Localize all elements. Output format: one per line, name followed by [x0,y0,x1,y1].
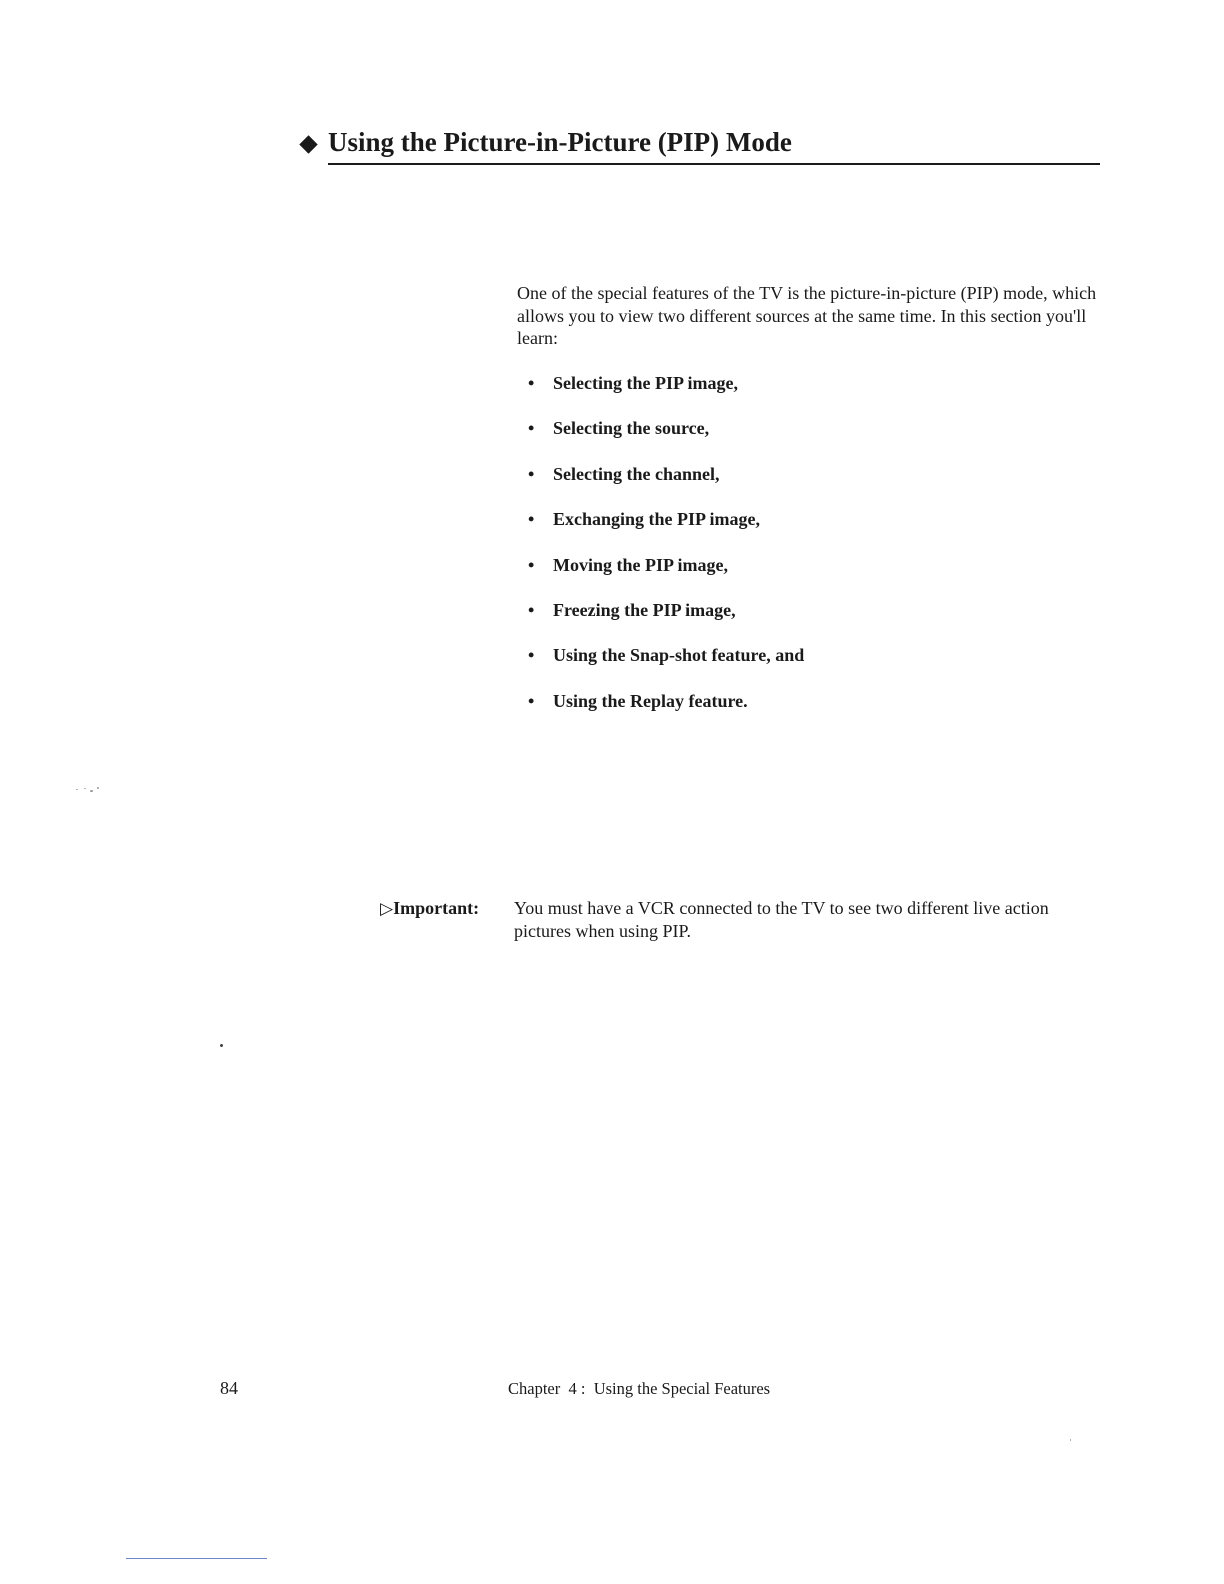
note-label-text: Important: [393,898,480,918]
scan-speck [76,789,78,790]
scan-speck [220,1044,223,1047]
list-item [517,371,1077,416]
chapter-footer: Chapter 4 : Using the Special Features [508,1379,771,1398]
topic-text: Moving the PIP image, [553,554,728,575]
topic-text: Selecting the channel, [553,463,720,484]
bullet-icon: • [528,463,535,484]
title-underline [328,163,1100,165]
list-item [517,553,1077,598]
list-item [517,416,1077,461]
bullet-icon: • [528,554,535,575]
bullet-icon: • [528,645,535,666]
note-text: You must have a VCR connected to the TV to see two different live action pictures when using PIP. [514,898,1049,941]
bullet-icon: • [528,418,535,439]
topic-text: Selecting the PIP image, [553,373,738,393]
bullet-icon: • [528,690,535,711]
list-item [517,507,1077,552]
section-header [302,126,1100,166]
list-item [517,462,1077,507]
intro-paragraph: One of the special features of the TV is the picture-in-picture (PIP) mode, which allows you to view two different sources at the same time. In this section you'll learn: [517,283,1097,348]
diamond-bullet-icon [299,135,317,153]
list-item [517,643,1077,688]
important-note [380,897,1110,957]
topic-list [517,371,1077,734]
triangle-right-icon: ▷ [380,899,394,918]
topic-text: Freezing the PIP image, [553,599,736,620]
page-number: 84 [220,1378,238,1398]
scan-speck [1070,1439,1071,1441]
scan-speck [97,787,99,789]
bullet-icon: • [528,373,535,393]
topic-text: Exchanging the PIP image, [553,509,761,530]
bullet-icon: • [528,599,535,620]
topic-text: Selecting the source, [553,418,710,439]
note-label [380,897,479,921]
scan-speck [90,790,93,792]
topic-text: Using the Replay feature. [553,690,748,711]
scan-speck [84,788,86,789]
section-title: Using the Picture-in-Picture (PIP) Mode [328,127,792,157]
bottom-rule [126,1558,267,1559]
list-item [517,689,1077,734]
list-item [517,598,1077,643]
bullet-icon: • [528,509,535,530]
topic-text: Using the Snap-shot feature, and [553,645,805,666]
